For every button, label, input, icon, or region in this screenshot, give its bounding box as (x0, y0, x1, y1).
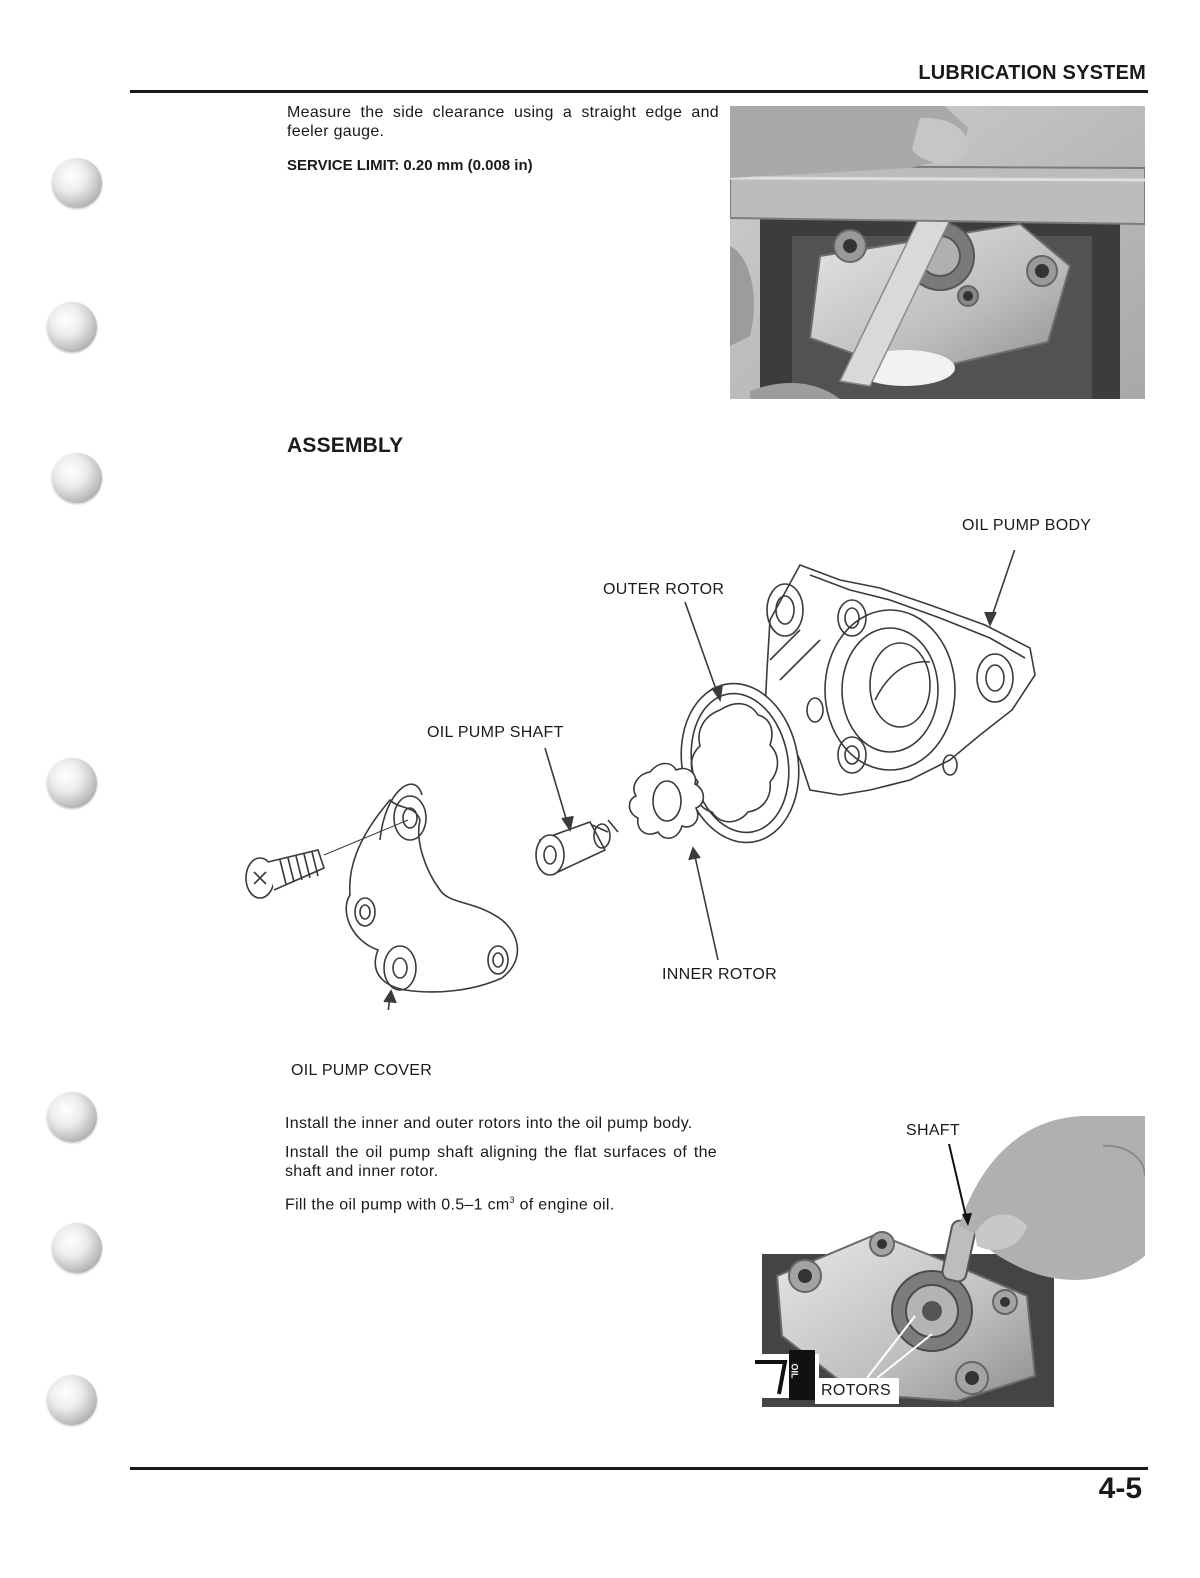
label-rotors: ROTORS (821, 1382, 891, 1399)
install-instructions (285, 1114, 717, 1214)
label-oil-pump-shaft: OIL PUMP SHAFT (427, 724, 564, 741)
label-shaft: SHAFT (903, 1122, 963, 1140)
fill-unit-sup: 3 (509, 1195, 515, 1205)
fill-text-end: of engine oil. (514, 1196, 615, 1214)
label-oil-pump-cover: OIL PUMP COVER (291, 1062, 433, 1079)
binder-hole-3 (52, 453, 102, 503)
binder-hole-2 (47, 302, 97, 352)
oil-pump-body-drawing (765, 565, 1035, 795)
install-step-3 (285, 1191, 717, 1214)
binder-hole-6 (52, 1223, 102, 1273)
side-clearance-photo (730, 106, 1145, 399)
install-step-2: Install the oil pump shaft aligning the flat surfaces of the shaft and inner rotor. (285, 1144, 717, 1180)
oil-pump-exploded-diagram (240, 550, 1060, 1010)
service-limit: SERVICE LIMIT: 0.20 mm (0.008 in) (287, 157, 533, 174)
oil-icon-text: OIL (789, 1363, 800, 1379)
binder-hole-4 (47, 758, 97, 808)
section-title: LUBRICATION SYSTEM (918, 62, 1146, 84)
label-outer-rotor: OUTER ROTOR (603, 581, 725, 598)
assembly-heading: ASSEMBLY (287, 434, 404, 457)
oil-pump-cover-drawing (346, 784, 517, 992)
header-rule (130, 90, 1148, 93)
footer-rule (130, 1467, 1148, 1470)
inner-rotor-drawing (629, 764, 703, 839)
fill-text: Fill the oil pump with 0.5–1 cm (285, 1196, 510, 1214)
label-inner-rotor: INNER ROTOR (662, 966, 778, 983)
rotor-install-photo (727, 1116, 1145, 1407)
page-number: 4-5 (1098, 1472, 1142, 1505)
measure-instruction: Measure the side clearance using a straight edge and feeler gauge. (287, 104, 719, 140)
oil-pump-shaft-drawing (536, 820, 618, 875)
binder-hole-5 (47, 1092, 97, 1142)
label-oil-pump-body: OIL PUMP BODY (962, 517, 1092, 534)
install-step-1: Install the inner and outer rotors into the oil pump body. (285, 1115, 693, 1132)
binder-hole-1 (52, 158, 102, 208)
binder-hole-7 (47, 1375, 97, 1425)
